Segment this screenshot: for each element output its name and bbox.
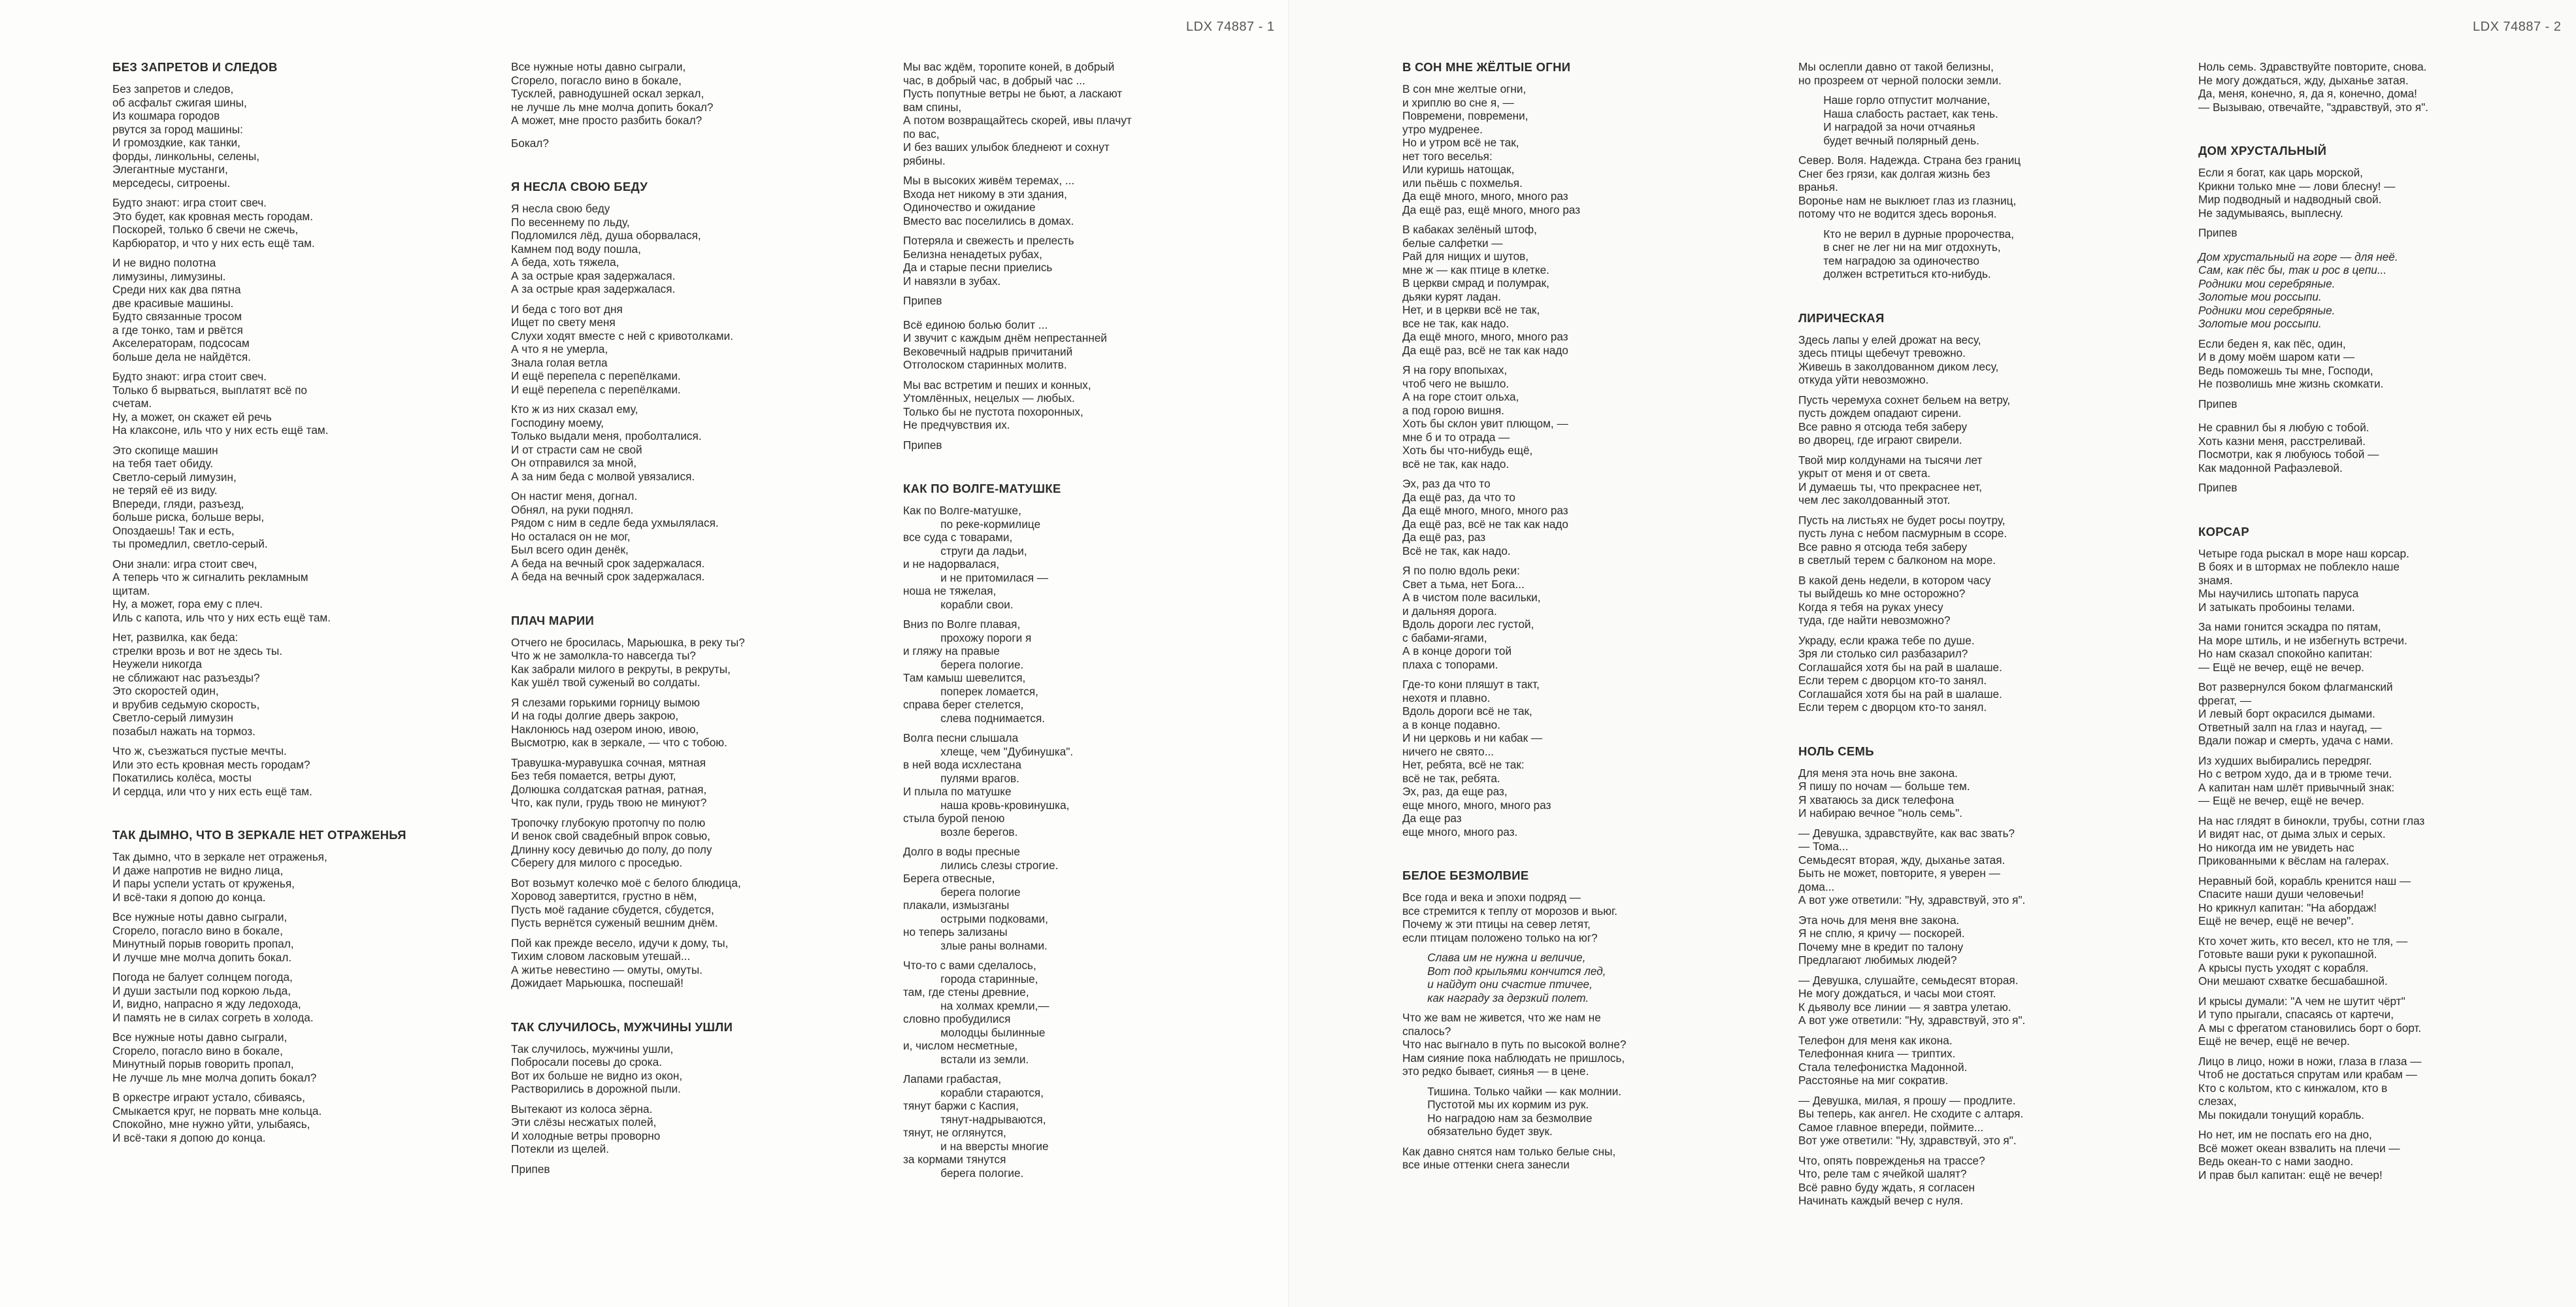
stanza: И крысы думали: "А чем не шутит чёрт" И тупо прыгали, спасаясь от картечи, А мы с фрегатом становились борт о борт. Ещё не вечер, ещё не вечер. xyxy=(2198,994,2422,1048)
stanza: Эх, раз да что то Да ещё раз, да что то Да ещё много, много, много раз Да ещё раз, всё не так как надо Да ещё раз, раз Всё не так, как надо. xyxy=(1402,477,1568,557)
stanza: Лицо в лицо, ножи в ножи, глаза в глаза — Чтоб не достаться спрутам или крабам — Кто с кольтом, кто с кинжалом, кто в слезах, Мы покидали тонущий корабль. xyxy=(2198,1054,2422,1121)
stanza: Вытекают из колоса зёрна. Эти слёзы несжатых полей, И холодные ветры проворно Потекли из щелей. xyxy=(511,1102,661,1155)
booklet-page-2 xyxy=(1288,0,2576,1307)
stanza: Мы вас встретим и пеших и конных, Утомлённых, нецелых — любых. Только бы не пустота похоронных, Не предчувствия их. xyxy=(903,378,1091,431)
song xyxy=(1402,60,1742,838)
stanza: Мы ослепли давно от такой белизны, но прозреем от черной полоски земли. xyxy=(1798,60,2002,87)
stanza: Как по Волге-матушке, по реке-кормилице все суда с товарами, струги да ладьи, и не надорвалася, и не притомилася — ноша не тяжелая, корабли свои. xyxy=(903,504,1049,611)
song xyxy=(1402,869,1742,1172)
stanza: Я несла свою беду По весеннему по льду, Подломился лёд, душа оборвалася, Камнем под воду пошла, А беда, хоть тяжела, А за острые края задержалася. А за острые края задержалася. xyxy=(511,202,701,295)
stanza: Я на гору впопыхах, чтоб чего не вышло. А на горе стоит ольха, а под горою вишня. Хоть бы склон увит плющом, — мне б и то отрада — Хоть бы что-нибудь ещё, всё не так, как надо. xyxy=(1402,363,1568,471)
catalog-number: LDX 74887 - 1 xyxy=(1186,20,1275,34)
song-title: ПЛАЧ МАРИИ xyxy=(511,613,595,627)
stanza: Всё единою болью болит ... И звучит с каждым днём непрестанней Вековечный надрыв причитаний Отголоском старинных молитв. xyxy=(903,318,1107,371)
song xyxy=(1798,311,2138,714)
stanza: Телефон для меня как икона. Телефонная книга — триптих. Стала телефонистка Мадонной. Расстоянье на миг сократив. xyxy=(1798,1033,1968,1087)
stanza: Все нужные ноты давно сыграли, Сгорело, погасло вино в бокале, Минутный порыв говорить пропал, Не лучше ль мне молча допить бокал? xyxy=(112,1031,317,1084)
lyrics-column xyxy=(2198,60,2538,1212)
stanza: Потеряла и свежесть и прелесть Белизна ненадетых рубах, Да и старые песни приелись И навязли в зубах. xyxy=(903,234,1074,288)
stanza: Тропочку глубокую протопчу по полю И венок свой свадебный впрок совью, Длинну косу девичью до полу, до полу Сберегу для милого с проседью. xyxy=(511,816,712,869)
stanza-italic: Дом хрустальный на горе — для неё. Сам, как пёс бы, так и рос в цепи... Родники мои серебряные. Золотые мои россыпи. Родники мои серебряные. Золотые мои россыпи. xyxy=(2198,250,2398,330)
stanza: Они знали: игра стоит свеч, А теперь что ж сигналить рекламным щитам. Ну, а может, гора ему с плеч. Иль с капота, иль что у них есть ещё там. xyxy=(112,557,331,624)
song-title: ДОМ ХРУСТАЛЬНЫЙ xyxy=(2198,144,2327,157)
stanza: Украду, если кража тебе по душе. Зря ли столько сил разбазарил? Соглашайся хотя бы на рай в шалаше. Если терем с дворцом кто-то занял. Соглашайся хотя бы на рай в шалаше. Если терем с дворцом кто-то занял. xyxy=(1798,633,2002,714)
stanza: За нами гонится эскадра по пятам, На море штиль, и не избегнуть встречи. Но нам сказал спокойно капитан: — Ещё не вечер, ещё не вечер. xyxy=(2198,620,2407,674)
stanza: — Девушка, здравствуйте, как вас звать? — Тома... Семьдесят вторая, жду, дыханье затая. Быть не может, повторите, я уверен — дома... А вот уже ответили: "Ну, здравствуй, это я". xyxy=(1798,826,2026,906)
lyrics-column xyxy=(903,60,1243,1210)
stanza: Вниз по Волге плавая, прохожу пороги я и гляжу на правые берега пологие. Там камыш шевелится, поперек ломается, справа берег стелется, слева поднимается. xyxy=(903,618,1046,725)
song xyxy=(1798,744,2138,1208)
stanza: Погода не балует солнцем погода, И души застыли под коркою льда, И, видно, напрасно я жду ледохода, И память не в силах согреть в холода. xyxy=(112,970,314,1024)
stanza: Это скопище машин на тебя тает обиду. Светло-серый лимузин, не теряй её из виду. Впереди, гляди, разъезд, больше риска, больше веры, Опоздаешь! Так и есть, ты промедлил, светло-серый. xyxy=(112,443,268,550)
stanza: Ноль семь. Здравствуйте повторите, снова. Не могу дождаться, жду, дыханье затая. Да, меня, конечно, я, да я, конечно, дома! — Вызываю, отвечайте, "здравствуй, это я". xyxy=(2198,60,2429,114)
stanza: И не видно полотна лимузины, лимузины. Среди них как два пятна две красивые машины. Будто связанные тросом а где тонко, там и рвётся Акселераторам, подсосам больше дела не найдётся. xyxy=(112,256,251,363)
chorus-line: Бокал? xyxy=(511,136,549,150)
song-title: КАК ПО ВОЛГЕ-МАТУШКЕ xyxy=(903,482,1061,495)
stanza: Все нужные ноты давно сыграли, Сгорело, погасло вино в бокале, Тусклей, равнодушней оскал зеркал, не лучше ль мне молча допить бокал? А может, мне просто разбить бокал? xyxy=(511,60,714,127)
song xyxy=(511,180,851,584)
stanza: Будто знают: игра стоит свеч. Это будет, как кровная месть городам. Поскорей, только б свечи не сжечь, Карбюратор, и что у них есть ещё там. xyxy=(112,196,315,250)
stanza: Что ж, съезжаться пустые мечты. Или это есть кровная месть городам? Покатились колёса, мосты И сердца, или что у них есть ещё там. xyxy=(112,744,312,798)
stanza: Все нужные ноты давно сыграли, Сгорело, погасло вино в бокале, Минутный порыв говорить пропал, И лучше мне молча допить бокал. xyxy=(112,910,294,964)
stanza: Волга песни слышала хлеще, чем "Дубинушка". в ней вода исхлестана пулями врагов. И плыла по матушке наша кровь-кровинушка, стыла бурой пеною возле берегов. xyxy=(903,731,1074,838)
stanza: Твой мир колдунами на тысячи лет укрыт от меня и от света. И думаешь ты, что прекраснее нет, чем лес заколдованный этот. xyxy=(1798,453,1983,506)
song-title: НОЛЬ СЕМЬ xyxy=(1798,744,1874,758)
stanza: Я по полю вдоль реки: Свет а тьма, нет Бога... А в чистом поле васильки, и дальняя дорога. Вдоль дороги лес густой, с бабами-ягами, А в конце дороги той плаха с топорами. xyxy=(1402,564,1541,671)
stanza: Север. Воля. Надежда. Страна без границ Снег без грязи, как долгая жизнь без вранья. Воронье нам не выклюет глаз из глазниц, потому что не водится здесь воронья. xyxy=(1798,154,2021,220)
catalog-number: LDX 74887 - 2 xyxy=(2473,20,2562,34)
stanza: Как давно снятся нам только белые сны, все иные оттенки снега занесли xyxy=(1402,1144,1616,1171)
stanza: Что же вам не живется, что же нам не спалось? Что нас выгнало в путь по высокой волне? Нам сияние пока наблюдать не пришлось, это редко бывает, сиянья — в цене. xyxy=(1402,1011,1627,1078)
stanza: Травушка-муравушка сочная, мятная Без тебя помается, ветры дуют, Долюшка солдатская ратная, ратная, Что, как пули, грудь твою не минуют? xyxy=(511,755,707,809)
stanza: — Девушка, милая, я прошу — продлите. Вы теперь, как ангел. Не сходите с алтаря. Самое главное впереди, поймите... Вот уже ответили: "Ну, здравствуй, это я". xyxy=(1798,1093,2024,1147)
stanza: Что-то с вами сделалось, города старинные, там, где стены древние, на холмах кремли,— словно пробудилися молодцы былинные и, числом несметные, встали из земли. xyxy=(903,959,1049,1066)
song xyxy=(903,482,1243,1180)
song xyxy=(903,60,1243,452)
song-title: БЕЗ ЗАПРЕТОВ И СЛЕДОВ xyxy=(112,60,278,74)
stanza: Для меня эта ночь вне закона. Я пишу по ночам — больше тем. Я хватаюсь за диск телефона И набираю вечное "ноль семь". xyxy=(1798,766,1970,819)
stanza: И беда с того вот дня Ищет по свету меня Слухи ходят вместе с ней с кривотолками. А что я не умерла, Знала голая ветла И ещё перепела с перепёлками. И ещё перепела с перепёлками. xyxy=(511,302,733,396)
song-title: БЕЛОЕ БЕЗМОЛВИЕ xyxy=(1402,869,1529,882)
lyrics-column xyxy=(511,60,851,1206)
stanza: В кабаках зелёный штоф, белые салфетки — Рай для нищих и шутов, мне ж — как птице в клетке. В церкви смрад и полумрак, дьяки курят ладан. Нет, и в церкви всё не так, все не так, как надо. Да ещё много, много, много раз Да ещё раз, всё не так как надо xyxy=(1402,223,1568,357)
stanza: Вот развернулся боком флагманский фрегат, — И левый борт окрасился дымами. Ответный залп на глаз и наугад, — Вдали пожар и смерть, удача с нами. xyxy=(2198,680,2394,747)
refrain-label: Припев xyxy=(2198,226,2237,239)
stanza: Вот возьмут колечко моё с белого блюдица, Хоровод завертится, грустно в нём, Пусть моё гадание сбудется, сбудется, Пусть вернётся суженый вешним днём. xyxy=(511,876,741,929)
refrain-label: Припев xyxy=(903,438,942,452)
stanza: Нет, развилка, как беда: стрелки врозь и вот не здесь ты. Неужели никогда не сближают нас разъезды? Это скоростей один, и врубив седьмую скорость, Светло-серый лимузин позабыл нажать на тормоз. xyxy=(112,631,282,738)
song xyxy=(2198,525,2538,1182)
stanza: Эта ночь для меня вне закона. Я не сплю, я кричу — поскорей. Почему мне в кредит по талону Предлагают любимых людей? xyxy=(1798,913,1965,967)
stanza: Четыре года рыскал в море наш корсар. В боях и в штормах не поблекло наше знамя. Мы научились штопать паруса И затыкать пробоины телами. xyxy=(2198,546,2409,614)
song xyxy=(1798,60,2138,281)
stanza: Лапами грабастая, корабли стараются, тянут баржи с Каспия, тянут-надрываются, тянут, не оглянутся, и на вверсты многие за кормами тянутся берега пологие. xyxy=(903,1072,1049,1180)
song-title: В СОН МНЕ ЖЁЛТЫЕ ОГНИ xyxy=(1402,60,1571,74)
refrain-label: Припев xyxy=(2198,397,2237,410)
refrain-label: Припев xyxy=(2198,481,2237,494)
stanza: Без запретов и следов, об асфальт сжигая шины, Из кошмара городов рвутся за город машины: И громоздкие, как танки, форды, линкольны, селены, Элегантные мустанги, мерседесы, ситроены. xyxy=(112,82,259,190)
stanza: Отчего не бросилась, Марьюшка, в реку ты? Что ж не замолкла-то навсегда ты? Как забрали милого в рекруты, в рекруты, Как ушёл твой суженый во солдаты. xyxy=(511,635,745,689)
stanza: Пусть на листьях не будет росы поутру, пусть луна с небом пасмурным в ссоре. Все равно я отсюда тебя заберу в светлый терем с балконом на море. xyxy=(1798,513,2007,567)
stanza-italic: Слава им не нужна и величие, Вот под крыльями кончится лед, и найдут они счастие птичее, как награду за дерзкий полет. xyxy=(1427,951,1606,1004)
stanza: Где-то кони пляшут в такт, нехотя и плавно. Вдоль дороги всё не так, а в конце подавно. И ни церковь и ни кабак — ничего не свято... Нет, ребята, всё не так: всё не так, ребята. Эх, раз, да еще раз, еще много, много, много раз Да еще раз еще много, много раз. xyxy=(1402,678,1551,838)
stanza: Пой как прежде весело, идучи к дому, ты, Тихим словом ласковым утешай... А житье невестино — омуты, омуты. Дожидает Марьюшка, поспешай! xyxy=(511,936,729,989)
refrain-label: Припев xyxy=(903,294,942,307)
stanza: Пусть черемуха сохнет бельем на ветру, пусть дождем опадают сирени. Все равно я отсюда тебя заберу во дворец, где играют свирели. xyxy=(1798,393,2011,446)
stanza: — Девушка, слушайте, семьдесят вторая. Не могу дождаться, и часы мои стоят. К дьяволу все линии — я завтра улетаю. А вот уже ответили: "Ну, здравствуй, это я". xyxy=(1798,973,2026,1027)
song xyxy=(511,60,851,150)
song-title: КОРСАР xyxy=(2198,524,2249,538)
song xyxy=(112,828,452,1144)
refrain-label: Припев xyxy=(511,1162,550,1176)
stanza: Будто знают: игра стоит свеч. Только б вырваться, выплатят всё по счетам. Ну, а может, он скажет ей речь На клаксоне, иль что у них есть ещё там. xyxy=(112,370,329,437)
stanza: Если беден я, как пёс, один, И в дому моём шаром кати — Ведь поможешь ты мне, Господи, Не позволишь мне жизнь скомкати. xyxy=(2198,337,2384,390)
stanza: Неравный бой, корабль кренится наш — Спасите наши души человечьи! Но крикнул капитан: "На абордаж! Ещё не вечер, ещё не вечер". xyxy=(2198,874,2411,927)
stanza: Так случилось, мужчины ушли, Побросали посевы до срока. Вот их больше не видно из окон, Растворились в дорожной пыли. xyxy=(511,1042,683,1095)
song-title: ЛИРИЧЕСКАЯ xyxy=(1798,310,1885,325)
stanza: В какой день недели, в котором часу ты выйдешь ко мне осторожно? Когда я тебя на руках унесу туда, где найти невозможно? xyxy=(1798,573,1991,627)
stanza: Мы вас ждём, торопите коней, в добрый час, в добрый час, в добрый час ... Пусть попутные ветры не бьют, а ласкают вам спины, А потом возвращайтесь скорей, ивы плачут по вас, И без ваших улыбок бледнеют и сохнут рябины. xyxy=(903,60,1132,167)
stanza: Долго в воды пресные лились слезы строгие. Берега отвесные, берега пологие плакали, измызганы острыми подковами, но теперь зализаны злые раны волнами. xyxy=(903,845,1059,952)
stanza: Из худших выбирались передряг. Но с ветром худо, да и в трюме течи. А капитан нам шлёт привычный знак: — Ещё не вечер, ещё не вечер. xyxy=(2198,753,2395,807)
stanza: Наше горло отпустит молчание, Наша слабость растает, как тень. И наградой за ночи отчаянья будет вечный полярный день. xyxy=(1823,93,1998,147)
stanza: Я слезами горькими горницу вымою И на годы долгие дверь закрою, Наклонюсь над озером иною, ивою, Высмотрю, как в зеркале, — что с тобою. xyxy=(511,695,727,749)
stanza: Все года и века и эпохи подряд — все стремится к теплу от морозов и вьюг. Почему ж эти птицы на север летят, если птицам положено только на юг? xyxy=(1402,891,1618,944)
stanza: Так дымно, что в зеркале нет отраженья, И даже напротив не видно лица, И пары успели устать от круженья, И всё-таки я допою до конца. xyxy=(112,850,327,904)
stanza: В сон мне желтые огни, и хриплю во сне я, — Повремени, повремени, утро мудренее. Но и утром всё не так, нет того веселья: Или куришь натощак, или пьёшь с похмелья. Да ещё много, много, много раз Да ещё раз, ещё много, много раз xyxy=(1402,82,1581,216)
stanza: Тишина. Только чайки — как молнии. Пустотой мы их кормим из рук. Но наградою нам за безмолвие обязательно будет звук. xyxy=(1427,1084,1622,1138)
song xyxy=(511,1020,851,1176)
lyrics-column xyxy=(1798,60,2138,1238)
stanza: Если я богат, как царь морской, Крикни только мне — лови блесну! — Мир подводный и надводный свой. Не задумываясь, выплесну. xyxy=(2198,166,2396,220)
song xyxy=(2198,144,2538,495)
lyrics-column xyxy=(1402,60,1742,1202)
song xyxy=(2198,60,2538,114)
song-title: ТАК СЛУЧИЛОСЬ, МУЖЧИНЫ УШЛИ xyxy=(511,1019,733,1034)
stanza: Что, опять поврежденья на трассе? Что, реле там с ячейкой шалят? Всё равно буду ждать, я согласен Начинать каждый вечер с нуля. xyxy=(1798,1153,1985,1207)
stanza: Но нет, им не поспать его на дно, Всё может океан взвалить на плечи — Ведь океан-то с нами заодно. И прав был капитан: ещё не вечер! xyxy=(2198,1128,2400,1182)
song xyxy=(511,614,851,990)
stanza: Кто хочет жить, кто весел, кто не тля, — Готовьте ваши руки к рукопашной. А крысы пусть уходят с корабля. Они мешают схватке бесшабашной. xyxy=(2198,934,2408,987)
stanza: Кто не верил в дурные пророчества, в снег не лег ни на миг отдохнуть, тем наградою за одиночество должен встретиться кто-нибудь. xyxy=(1823,227,2015,280)
stanza: Мы в высоких живём теремах, ... Входа нет никому в эти здания, Одиночество и ожидание Вместо вас поселились в домах. xyxy=(903,174,1075,227)
stanza: Здесь лапы у елей дрожат на весу, здесь птицы щебечут тревожно. Живешь в заколдованном диком лесу, откуда уйти невозможно. xyxy=(1798,333,1999,386)
stanza: Не сравнил бы я любую с тобой. Хоть казни меня, расстреливай. Посмотри, как я любуюсь тобой — Как мадонной Рафаэлевой. xyxy=(2198,421,2379,474)
stanza: Кто ж из них сказал ему, Господину моему, Только выдали меня, проболталися. И от страсти сам не свой Он отправился за мной, А за ним беда с молвой увязалися. xyxy=(511,403,702,483)
song-title: Я НЕСЛА СВОЮ БЕДУ xyxy=(511,180,648,193)
stanza: В оркестре играют устало, сбиваясь, Смыкается круг, не порвать мне кольца. Спокойно, мне нужно уйти, улыбаясь, И всё-таки я допою до конца. xyxy=(112,1091,322,1144)
stanza: На нас глядят в бинокли, трубы, сотни глаз И видят нас, от дыма злых и серых. Но никогда им не увидеть нас Прикованными к вёслам на галерах. xyxy=(2198,814,2425,867)
song-title: ТАК ДЫМНО, ЧТО В ЗЕРКАЛЕ НЕТ ОТРАЖЕНЬЯ xyxy=(112,828,406,842)
lyrics-column xyxy=(112,60,452,1174)
song xyxy=(112,60,452,798)
stanza: Он настиг меня, догнал. Обнял, на руки поднял. Рядом с ним в седле беда ухмылялася. Но осталася он не мог, Был всего один денёк, А беда на вечный срок задержалася. А беда на вечный срок задержалася. xyxy=(511,489,719,583)
